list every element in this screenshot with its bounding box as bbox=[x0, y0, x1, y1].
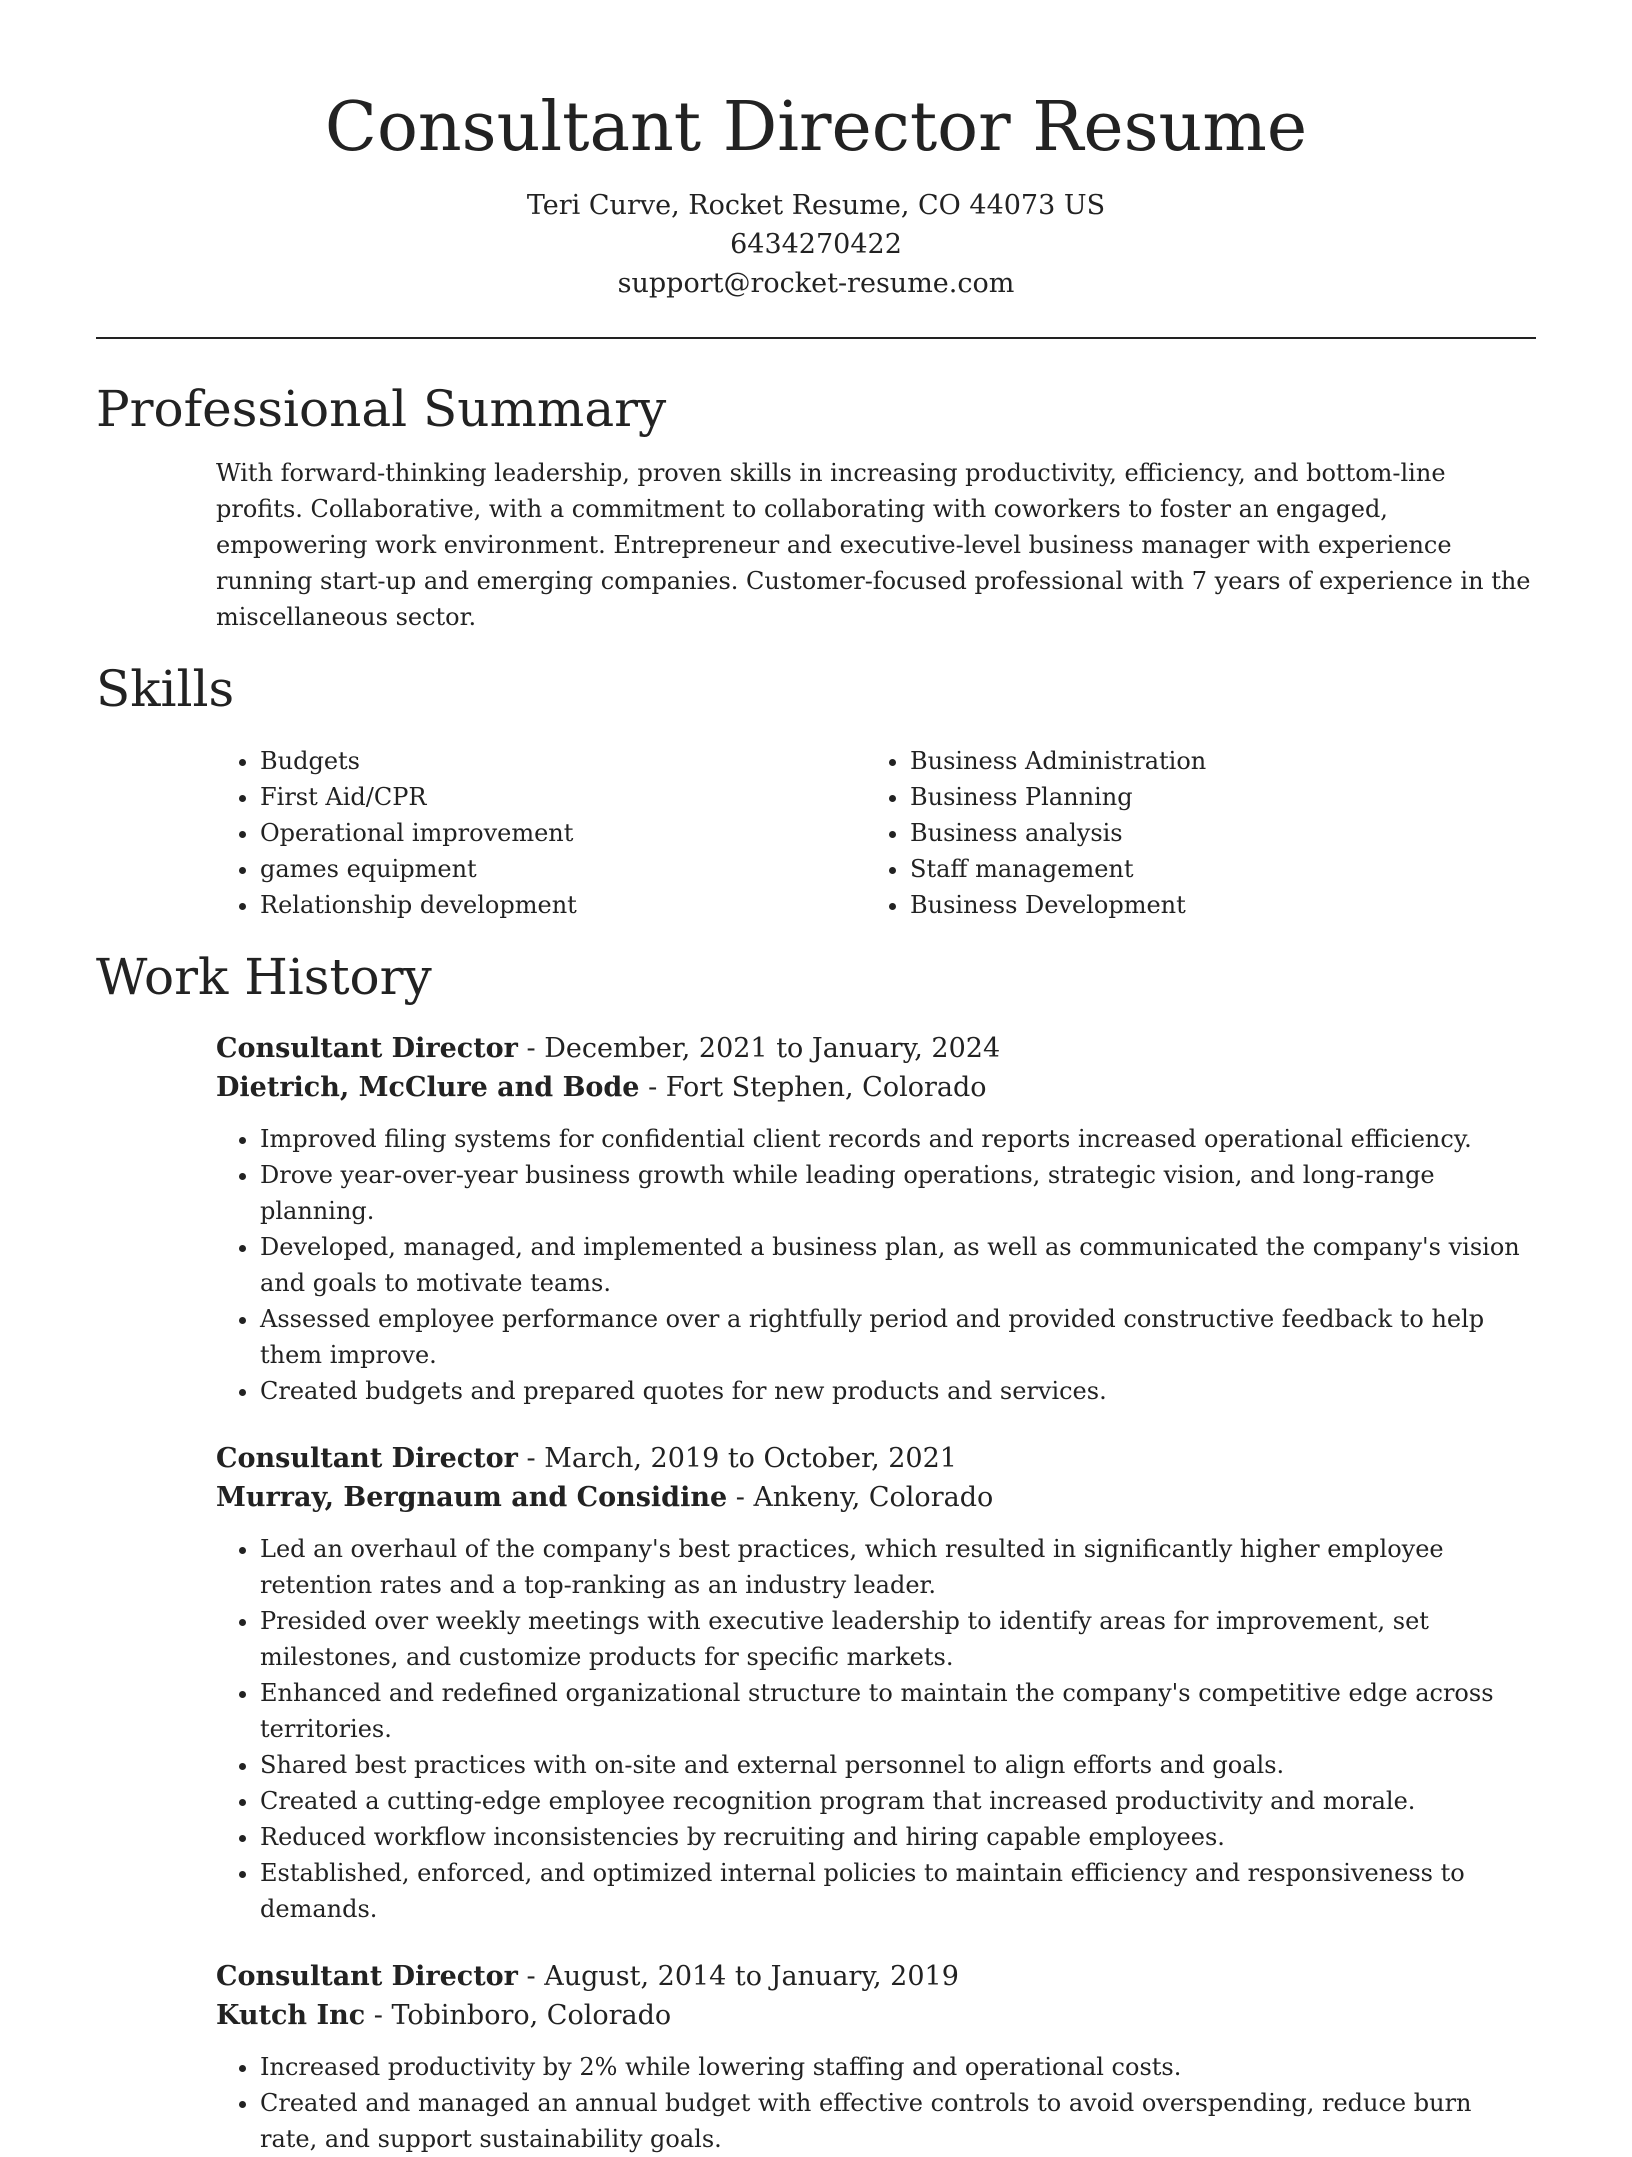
job-company-line: Kutch Inc - Tobinboro, Colorado bbox=[216, 2000, 672, 2031]
skills-heading: Skills bbox=[96, 660, 235, 718]
skill-item: • Business Administration bbox=[910, 743, 1516, 779]
job-bullet: • Assessed employee performance over a rightfully period and provided constructive feedback to help them improve. bbox=[260, 1301, 1536, 1373]
skills-column-right bbox=[866, 743, 1516, 923]
job-bullet: • Established, enforced, and optimized internal policies to maintain efficiency and responsiveness to demands. bbox=[260, 1855, 1536, 1927]
job-location: Tobinboro, Colorado bbox=[391, 2000, 672, 2031]
job-company: Dietrich, McClure and Bode bbox=[216, 1072, 640, 1103]
job-dates: August, 2014 to January, 2019 bbox=[544, 1961, 959, 1992]
skill-item: • games equipment bbox=[260, 851, 866, 887]
job-bullet: • Improved filing systems for confidential client records and reports increased operational efficiency. bbox=[260, 1121, 1536, 1157]
skill-item: • Business analysis bbox=[910, 815, 1516, 851]
contact-address: Teri Curve, Rocket Resume, CO 44073 US bbox=[526, 190, 1106, 221]
job-bullet: • Increased productivity by 2% while lowering staffing and operational costs. bbox=[260, 2049, 1536, 2085]
summary-heading: Professional Summary bbox=[96, 380, 667, 438]
job-title: Consultant Director bbox=[216, 1443, 518, 1474]
job-bullet: • Shared best practices with on-site and external personnel to align efforts and goals. bbox=[260, 1747, 1536, 1783]
contact-email: support@rocket-resume.com bbox=[617, 268, 1015, 299]
job-bullet: • Presided over weekly meetings with executive leadership to identify areas for improvement, set milestones, and customize products for specific markets. bbox=[260, 1603, 1536, 1675]
job-bullet: • Led an overhaul of the company's best practices, which resulted in significantly higher employee retention rates and a top-ranking as an industry leader. bbox=[260, 1531, 1536, 1603]
job-entry bbox=[216, 1029, 1536, 1409]
job-title: Consultant Director bbox=[216, 1033, 518, 1064]
job-location: Fort Stephen, Colorado bbox=[665, 1072, 987, 1103]
job-company-line: Dietrich, McClure and Bode - Fort Stephen, Colorado bbox=[216, 1072, 987, 1103]
skills-list bbox=[216, 743, 1536, 923]
job-location: Ankeny, Colorado bbox=[753, 1482, 994, 1513]
job-title-line: Consultant Director - December, 2021 to January, 2024 bbox=[216, 1033, 1001, 1064]
skills-column-left bbox=[216, 743, 866, 923]
skill-item: • Business Development bbox=[910, 887, 1516, 923]
job-company: Kutch Inc bbox=[216, 2000, 366, 2031]
job-bullet: • Created budgets and prepared quotes for new products and services. bbox=[260, 1373, 1536, 1409]
job-bullets bbox=[216, 1531, 1536, 1927]
skill-item: • Relationship development bbox=[260, 887, 866, 923]
job-company-line: Murray, Bergnaum and Considine - Ankeny, Colorado bbox=[216, 1482, 994, 1513]
job-bullet: • Created a cutting-edge employee recognition program that increased productivity and morale. bbox=[260, 1783, 1536, 1819]
skill-item: • Operational improvement bbox=[260, 815, 866, 851]
skill-item: • Business Planning bbox=[910, 779, 1516, 815]
contact-block bbox=[96, 186, 1536, 303]
job-bullet: • Drove year-over-year business growth while leading operations, strategic vision, and long-range planning. bbox=[260, 1157, 1536, 1229]
resume-title: Consultant Director Resume bbox=[324, 88, 1308, 167]
skill-item: • Budgets bbox=[260, 743, 866, 779]
job-dates: December, 2021 to January, 2024 bbox=[544, 1033, 1001, 1064]
job-bullet: • Enhanced and redefined organizational structure to maintain the company's competitive edge across territories. bbox=[260, 1675, 1536, 1747]
skill-item: • First Aid/CPR bbox=[260, 779, 866, 815]
header-divider bbox=[96, 337, 1536, 339]
skill-item: • Staff management bbox=[910, 851, 1516, 887]
job-bullet: • Developed, managed, and implemented a business plan, as well as communicated the company's vision and goals to motivate teams. bbox=[260, 1229, 1536, 1301]
resume-page bbox=[96, 0, 1536, 2157]
job-bullets bbox=[216, 2049, 1536, 2157]
job-entry bbox=[216, 1957, 1536, 2157]
summary-text: With forward-thinking leadership, proven skills in increasing productivity, efficiency, and bottom-line profits. Collaborative, with a commitment to collaborating with coworkers to foster an engaged, empowering work environment. Entrepreneur and executive-level business manager with experience running start-up and emerging companies. Customer-focused professional with 7 years of experience in the miscellaneous sector. bbox=[216, 459, 1531, 631]
job-company: Murray, Bergnaum and Considine bbox=[216, 1482, 728, 1513]
job-entry bbox=[216, 1439, 1536, 1927]
work-history-heading: Work History bbox=[96, 948, 432, 1006]
job-dates: March, 2019 to October, 2021 bbox=[544, 1443, 957, 1474]
job-title-line: Consultant Director - March, 2019 to October, 2021 bbox=[216, 1443, 957, 1474]
job-title-line: Consultant Director - August, 2014 to January, 2019 bbox=[216, 1961, 959, 1992]
job-title: Consultant Director bbox=[216, 1961, 518, 1992]
job-bullets bbox=[216, 1121, 1536, 1409]
job-bullet: • Created and managed an annual budget with effective controls to avoid overspending, reduce burn rate, and support sustainability goals. bbox=[260, 2085, 1536, 2157]
job-bullet: • Reduced workflow inconsistencies by recruiting and hiring capable employees. bbox=[260, 1819, 1536, 1855]
contact-phone: 6434270422 bbox=[730, 229, 902, 260]
